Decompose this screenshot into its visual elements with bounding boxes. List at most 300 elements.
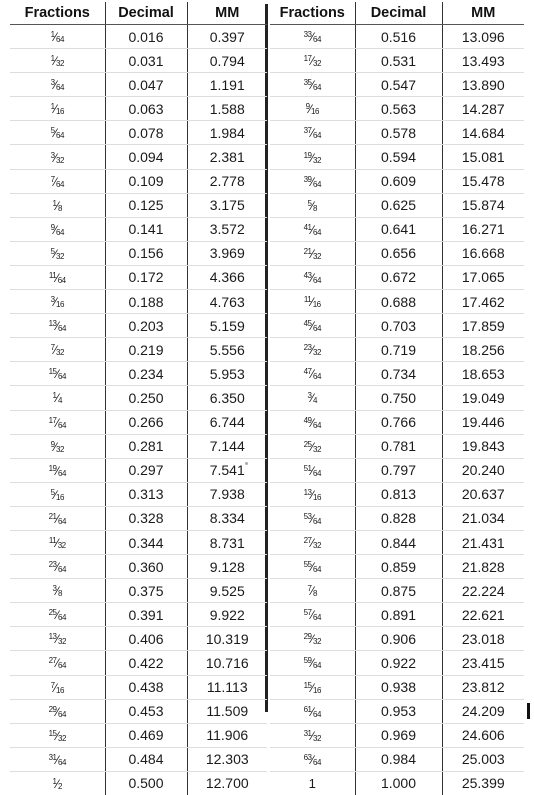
table-row [10,386,267,410]
fraction-cell [270,747,355,771]
table-row [10,169,267,193]
decimal-cell: 0.328 [105,506,187,530]
scan-edge-mark [527,703,530,719]
fraction-slash: ⁄ [56,729,58,743]
fraction-denominator: 16 [311,107,319,116]
decimal-cell: 0.781 [355,434,442,458]
fraction-slash: ⁄ [311,295,313,309]
fraction-slash: ⁄ [56,632,58,646]
mm-cell: 13.493 [442,49,524,73]
fraction-cell [10,362,105,386]
fraction-cell [270,362,355,386]
decimal-cell: 0.469 [105,723,187,747]
fraction-numerator: 15 [49,367,57,376]
mm-cell: 15.478 [442,169,524,193]
fraction-slash: ⁄ [311,753,313,767]
fraction-cell [10,290,105,314]
decimal-cell: 0.625 [355,193,442,217]
fraction-cell [10,723,105,747]
fraction-cell [270,530,355,554]
fraction-denominator: 16 [56,300,64,309]
fraction-denominator: 64 [313,661,321,670]
mm-cell: 13.890 [442,73,524,97]
decimal-cell: 0.547 [355,73,442,97]
fraction-denominator: 64 [56,131,64,140]
fraction-value [49,631,66,646]
decimal-cell: 0.875 [355,579,442,603]
fraction-denominator: 64 [313,372,321,381]
table-row [270,530,524,554]
decimal-cell: 0.125 [105,193,187,217]
mm-cell: 14.287 [442,97,524,121]
fraction-cell [10,193,105,217]
fraction-cell [10,169,105,193]
fraction-cell [10,25,105,49]
mm-cell: 15.081 [442,145,524,169]
fraction-slash: ⁄ [55,247,57,261]
decimal-cell: 0.688 [355,290,442,314]
table-row [10,290,267,314]
decimal-cell: 0.109 [105,169,187,193]
fraction-slash: ⁄ [311,247,313,261]
mm-cell: 23.415 [442,651,524,675]
mm-cell: 0.794 [187,49,267,73]
table-row [10,73,267,97]
fraction-slash: ⁄ [56,391,58,405]
fraction-value [51,439,64,454]
decimal-cell: 0.984 [355,747,442,771]
fraction-cell [10,747,105,771]
fraction-denominator: 64 [313,469,321,478]
fraction-value [304,631,321,646]
fraction-denominator: 16 [56,107,64,116]
fraction-cell [10,699,105,723]
fraction-cell [270,723,355,747]
fraction-slash: ⁄ [311,705,313,719]
fraction-numerator: 45 [304,319,312,328]
fraction-numerator: 11 [304,295,311,304]
fraction-denominator: 32 [313,59,321,68]
header-decimal: Decimal [355,2,442,25]
fraction-numerator: 1 [53,777,57,786]
decimal-cell: 0.906 [355,627,442,651]
mm-cell: 12.303 [187,747,267,771]
fraction-numerator: 11 [49,536,56,545]
decimal-cell: 0.156 [105,241,187,265]
fraction-value [304,535,321,550]
mm-cell: 25.003 [442,747,524,771]
fraction-denominator: 64 [313,180,321,189]
table-row [10,530,267,554]
table-row [10,362,267,386]
table-row [270,362,524,386]
mm-cell: 10.319 [187,627,267,651]
fraction-slash: ⁄ [56,512,58,526]
header-row [270,2,524,25]
fraction-value [304,607,321,622]
fraction-slash: ⁄ [311,488,313,502]
fraction-cell [10,217,105,241]
decimal-cell: 0.797 [355,458,442,482]
fraction-cell [270,73,355,97]
fraction-slash: ⁄ [311,319,313,333]
fraction-numerator: 13 [49,319,57,328]
mm-cell: 24.209 [442,699,524,723]
decimal-cell: 0.594 [355,145,442,169]
fraction-denominator: 32 [56,156,64,165]
fraction-value [49,463,66,478]
fraction-numerator: 49 [304,416,312,425]
fraction-slash: ⁄ [55,30,57,44]
fraction-denominator: 16 [313,686,321,695]
fraction-value [304,125,321,140]
fraction-cell [10,579,105,603]
decimal-cell: 0.953 [355,699,442,723]
fraction-slash: ⁄ [56,753,58,767]
fraction-value [51,101,64,116]
fraction-denominator: 64 [313,276,321,285]
fraction-numerator: 9 [51,440,55,449]
decimal-cell: 0.313 [105,482,187,506]
fraction-slash: ⁄ [311,391,313,405]
fraction-denominator: 4 [58,396,62,405]
table-row [270,121,524,145]
mm-cell: 14.684 [442,121,524,145]
fraction-value [304,342,321,357]
fraction-cell [10,675,105,699]
fraction-slash: ⁄ [56,656,58,670]
fraction-cell [270,699,355,723]
fraction-numerator: 47 [304,367,312,376]
fraction-slash: ⁄ [55,102,57,116]
fraction-numerator: 59 [304,656,312,665]
decimal-cell: 0.969 [355,723,442,747]
decimal-cell: 0.609 [355,169,442,193]
fraction-denominator: 32 [58,541,66,550]
fraction-slash: ⁄ [311,512,313,526]
table-row [270,747,524,771]
table-row [270,49,524,73]
header-decimal: Decimal [105,2,187,25]
decimal-cell: 0.516 [355,25,442,49]
decimal-cell: 0.938 [355,675,442,699]
fraction-value [53,583,62,598]
table-row [10,145,267,169]
fraction-cell [10,386,105,410]
fraction-numerator: 25 [304,440,312,449]
fraction-cell [270,579,355,603]
decimal-cell: 0.844 [355,530,442,554]
fraction-denominator: 32 [313,734,321,743]
fraction-denominator: 8 [58,204,62,213]
table-row [10,627,267,651]
decimal-cell: 1.000 [355,771,442,795]
fraction-denominator: 64 [58,710,66,719]
fraction-numerator: 9 [306,102,310,111]
fraction-denominator: 64 [313,517,321,526]
table-row [10,217,267,241]
table-row [270,458,524,482]
table-row [270,97,524,121]
table-body-left [10,25,267,795]
fraction-value [51,29,64,44]
fraction-denominator: 64 [56,35,64,44]
header-fractions: Fractions [10,2,105,25]
fraction-cell [10,73,105,97]
fraction-value [304,246,321,261]
fraction-denominator: 64 [58,758,66,767]
fraction-slash: ⁄ [311,464,313,478]
fraction-cell [10,434,105,458]
fraction-denominator: 64 [313,35,321,44]
fraction-denominator: 4 [313,396,317,405]
fraction-denominator: 64 [56,180,64,189]
fraction-value [49,728,66,743]
fraction-slash: ⁄ [55,151,57,165]
decimal-cell: 0.016 [105,25,187,49]
decimal-cell: 0.219 [105,338,187,362]
mm-cell: 5.556 [187,338,267,362]
fraction-value [308,390,317,405]
fraction-numerator: 63 [304,753,312,762]
fraction-cell [270,241,355,265]
fraction-denominator: 32 [313,445,321,454]
fraction-denominator: 64 [313,228,321,237]
table-row [10,265,267,289]
mm-cell: 20.240 [442,458,524,482]
fraction-cell [270,217,355,241]
fraction-numerator: 21 [304,247,312,256]
mm-cell: 21.828 [442,555,524,579]
fraction-value [51,150,64,165]
fraction-numerator: 5 [51,126,55,135]
fraction-cell [270,169,355,193]
fraction-denominator: 64 [313,758,321,767]
fraction-cell [270,555,355,579]
fraction-denominator: 32 [58,637,66,646]
table-row [10,579,267,603]
fraction-denominator: 64 [58,613,66,622]
fraction-cell [270,458,355,482]
mm-cell: 7.541 [187,458,267,482]
mm-cell: 6.744 [187,410,267,434]
fraction-value [49,704,66,719]
fraction-slash: ⁄ [311,656,313,670]
table-row [10,458,267,482]
table-row [10,410,267,434]
decimal-cell: 0.422 [105,651,187,675]
table-row [270,699,524,723]
mm-cell: 7.144 [187,434,267,458]
table-body-right [270,25,524,795]
mm-cell: 7.938 [187,482,267,506]
decimal-cell: 0.406 [105,627,187,651]
fraction-numerator: 15 [304,681,312,690]
mm-cell: 2.778 [187,169,267,193]
fraction-numerator: 1 [53,199,57,208]
mm-cell: 8.334 [187,506,267,530]
table-row [10,121,267,145]
fraction-numerator: 29 [304,632,312,641]
decimal-cell: 0.266 [105,410,187,434]
fraction-denominator: 64 [58,421,66,430]
table-row [10,434,267,458]
fraction-numerator: 3 [51,151,55,160]
mm-cell: 1.191 [187,73,267,97]
mm-cell: 25.399 [442,771,524,795]
fraction-slash: ⁄ [55,295,57,309]
fraction-slash: ⁄ [311,175,313,189]
mm-cell: 0.397 [187,25,267,49]
fraction-numerator: 1 [51,30,55,39]
fraction-cell [10,49,105,73]
fraction-value [51,53,64,68]
fraction-numerator: 43 [304,271,312,280]
fraction-slash: ⁄ [55,78,57,92]
fraction-numerator: 31 [49,753,57,762]
fraction-numerator: 3 [51,295,55,304]
table-row [10,771,267,795]
fraction-denominator: 64 [313,324,321,333]
fraction-denominator: 32 [313,541,321,550]
fraction-value [49,270,66,285]
fraction-denominator: 32 [313,156,321,165]
mm-cell: 16.271 [442,217,524,241]
fraction-numerator: 17 [304,54,312,63]
mm-cell: 3.572 [187,217,267,241]
fraction-cell [10,121,105,145]
decimal-cell: 0.172 [105,265,187,289]
header-row [10,2,267,25]
mm-cell: 3.175 [187,193,267,217]
fraction-slash: ⁄ [311,584,313,598]
fraction-numerator: 23 [49,560,57,569]
fraction-value [304,366,321,381]
decimal-cell: 0.484 [105,747,187,771]
decimal-cell: 0.766 [355,410,442,434]
fraction-numerator: 25 [49,608,57,617]
fraction-denominator: 64 [313,421,321,430]
fraction-denominator: 64 [58,565,66,574]
table-row [10,314,267,338]
fraction-slash: ⁄ [56,464,58,478]
mm-cell: 23.812 [442,675,524,699]
mm-cell: 16.668 [442,241,524,265]
fraction-slash: ⁄ [311,560,313,574]
decimal-cell: 0.047 [105,73,187,97]
fraction-numerator: 41 [304,223,312,232]
table-row [10,651,267,675]
table-row [10,699,267,723]
fraction-denominator: 16 [313,300,321,309]
table-row [10,482,267,506]
fraction-cell [270,434,355,458]
fraction-cell [270,651,355,675]
mm-cell: 21.431 [442,530,524,554]
fraction-value [304,294,321,309]
fraction-denominator: 64 [313,131,321,140]
fraction-cell [10,555,105,579]
mm-cell: 21.034 [442,506,524,530]
fraction-cell [10,627,105,651]
mm-cell: 23.018 [442,627,524,651]
table-row [10,675,267,699]
mm-cell: 22.621 [442,603,524,627]
fraction-cell [270,627,355,651]
fraction-numerator: 5 [51,488,55,497]
fraction-value [304,559,321,574]
fraction-denominator: 16 [56,686,64,695]
table-row [10,49,267,73]
mm-cell: 19.446 [442,410,524,434]
fraction-value [306,101,319,116]
fraction-denominator: 32 [56,348,64,357]
table-row [10,747,267,771]
fraction-numerator: 61 [304,705,312,714]
decimal-cell: 0.500 [105,771,187,795]
decimal-cell: 0.828 [355,506,442,530]
decimal-cell: 0.391 [105,603,187,627]
fraction-denominator: 32 [313,637,321,646]
fraction-cell [10,530,105,554]
fraction-cell [10,651,105,675]
fraction-value [51,246,64,261]
fraction-numerator: 7 [51,681,55,690]
fraction-numerator: 7 [51,343,55,352]
table-row [270,579,524,603]
fraction-value [53,776,62,791]
fraction-slash: ⁄ [311,416,313,430]
table-row [270,73,524,97]
fraction-value [308,198,317,213]
fraction-numerator: 27 [304,536,312,545]
fraction-value [49,535,66,550]
header-mm: MM [442,2,524,25]
mm-cell: 20.637 [442,482,524,506]
decimal-cell: 0.563 [355,97,442,121]
fraction-numerator: 3 [308,391,312,400]
fraction-numerator: 33 [304,30,312,39]
fraction-denominator: 64 [313,613,321,622]
fraction-cell [270,603,355,627]
fraction-numerator: 29 [49,705,57,714]
mm-cell: 11.906 [187,723,267,747]
mm-cell: 18.653 [442,362,524,386]
decimal-cell: 0.031 [105,49,187,73]
fraction-value [51,125,64,140]
table-row [270,193,524,217]
decimal-cell: 0.438 [105,675,187,699]
fraction-denominator: 32 [313,348,321,357]
table-row [270,482,524,506]
mm-cell: 11.509 [187,699,267,723]
table-row [270,386,524,410]
fraction-value [304,270,321,285]
mm-cell: 18.256 [442,338,524,362]
fraction-numerator: 21 [49,512,57,521]
mm-cell: 24.606 [442,723,524,747]
table-row [270,25,524,49]
fraction-slash: ⁄ [56,199,58,213]
table-row [270,265,524,289]
fraction-cell [10,265,105,289]
fraction-slash: ⁄ [311,151,313,165]
fraction-numerator: 1 [53,391,57,400]
fraction-value [51,174,64,189]
fraction-cell [270,771,355,795]
fraction-slash: ⁄ [56,777,58,791]
fraction-value [51,680,64,695]
